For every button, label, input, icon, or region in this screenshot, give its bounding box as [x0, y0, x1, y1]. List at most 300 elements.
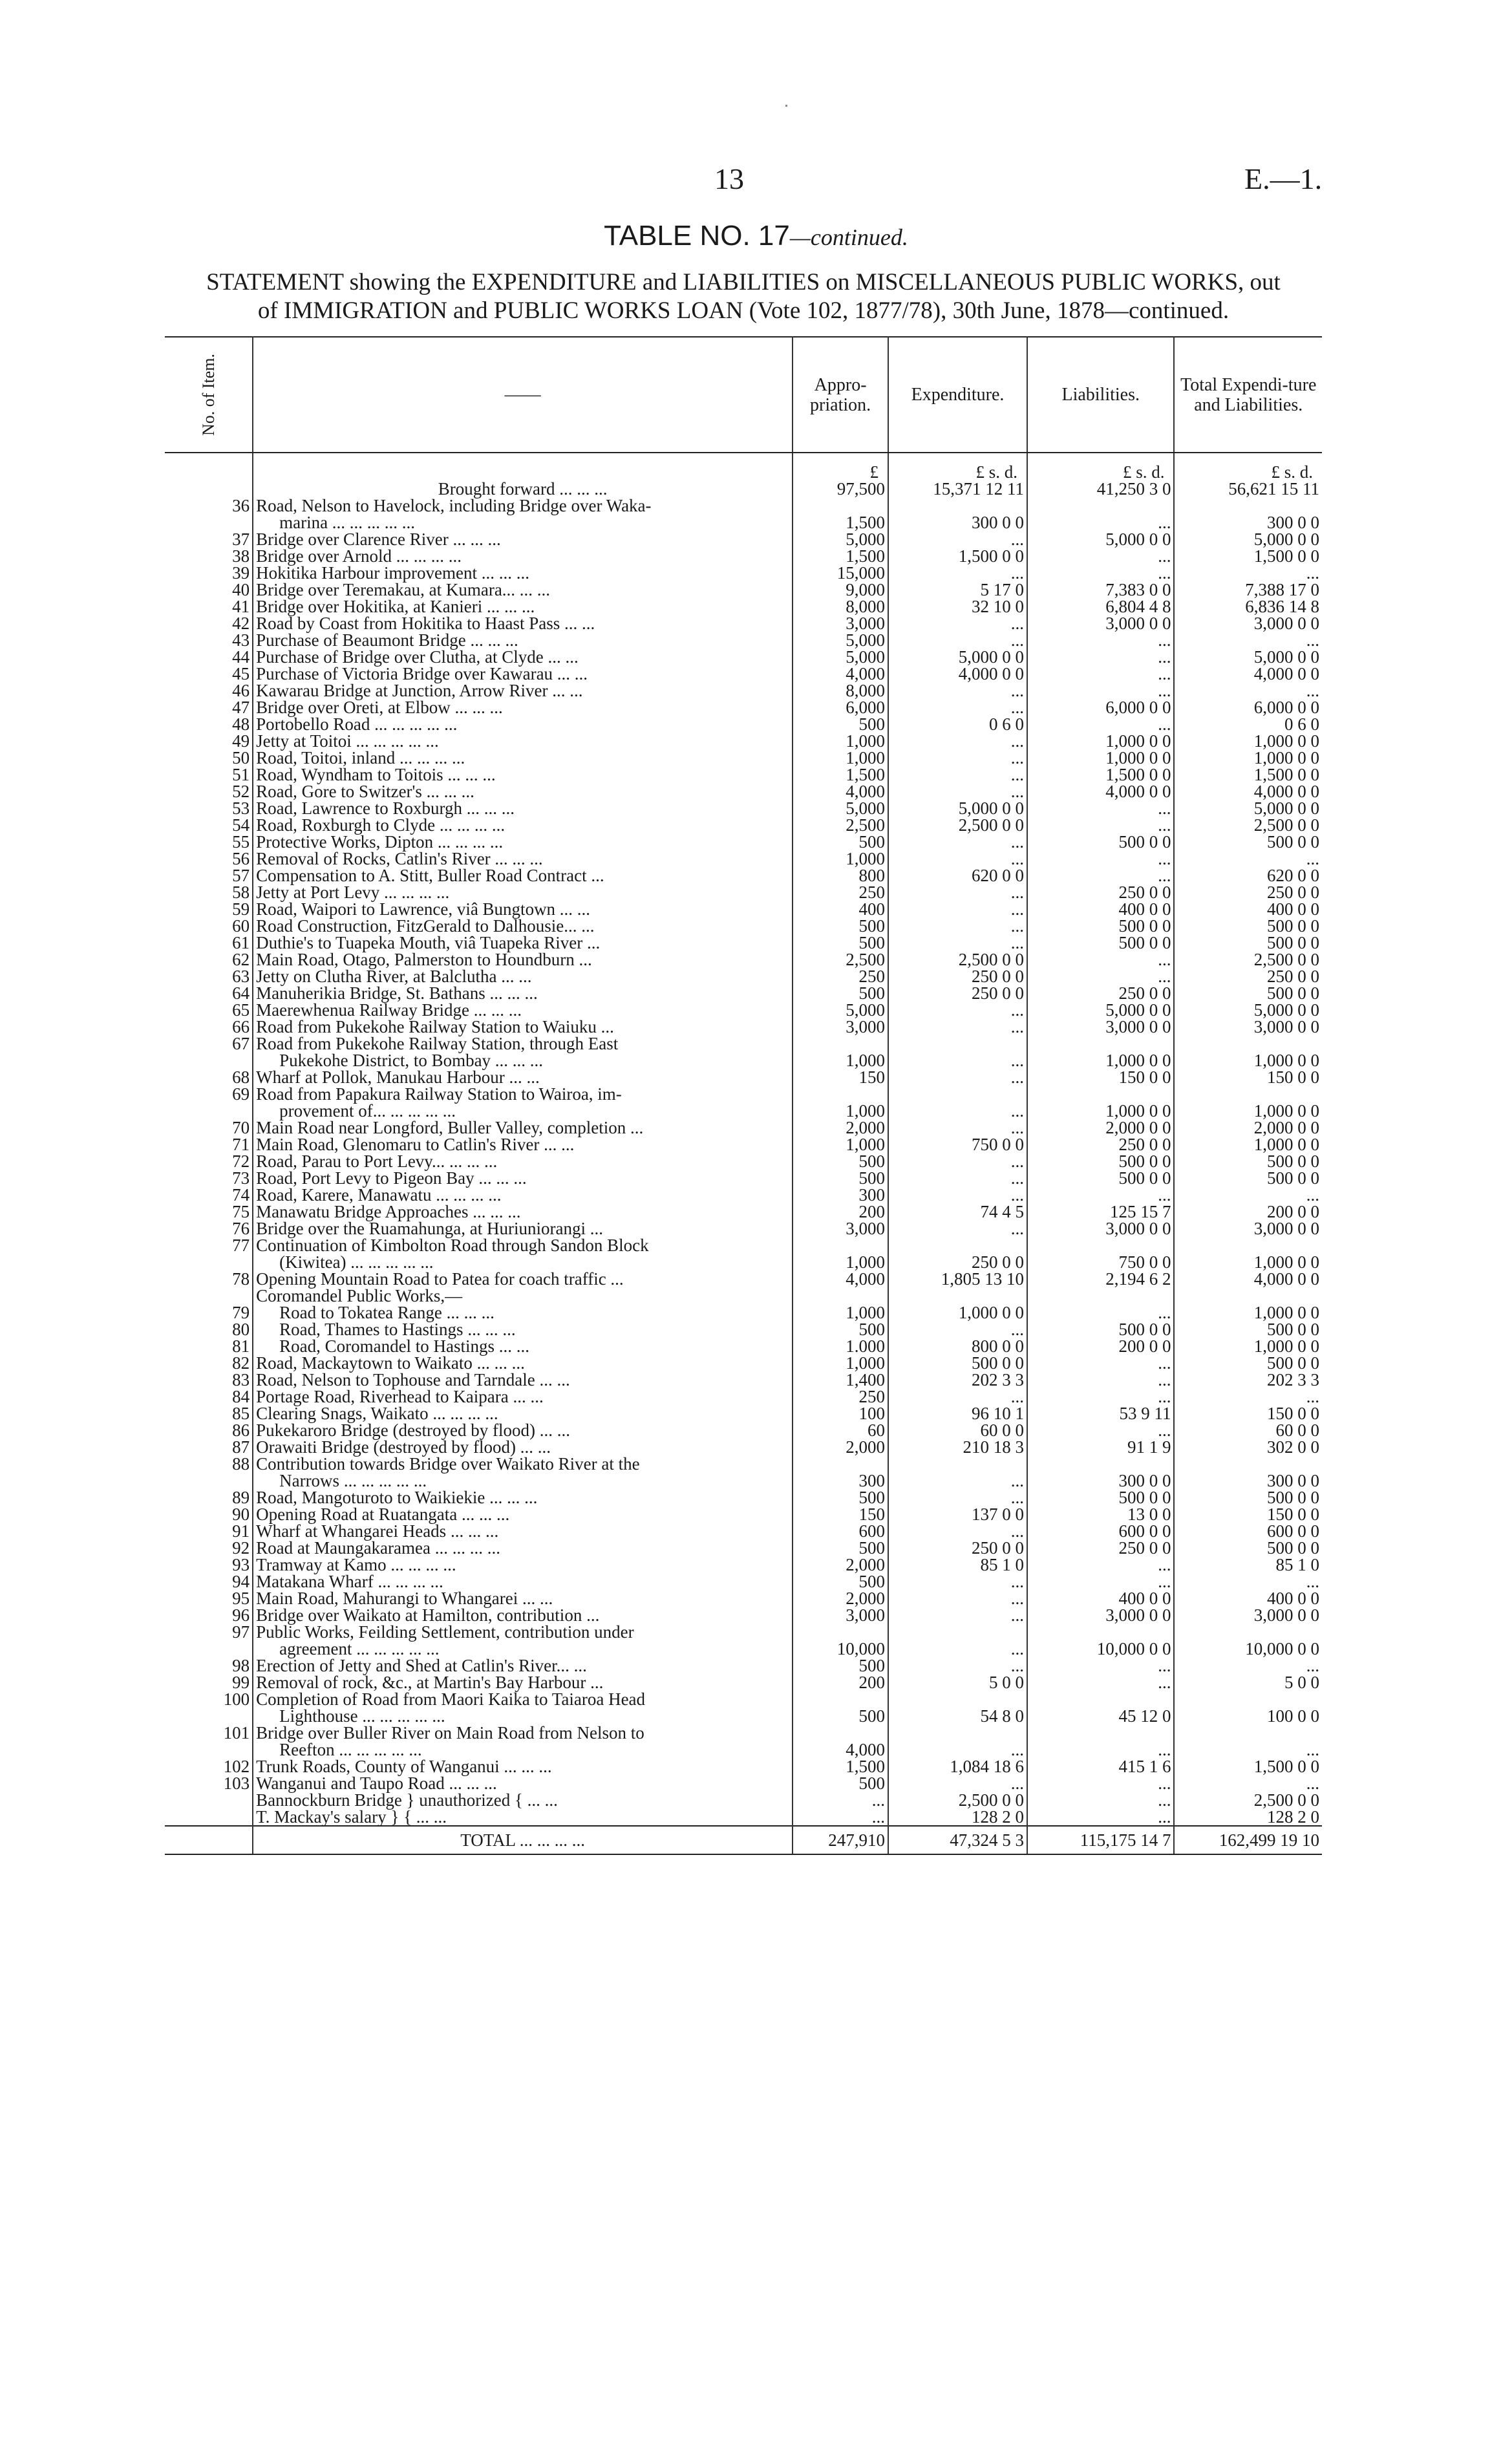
liabilities-value: 1,000 0 0	[1027, 733, 1174, 749]
appropriation-value: 5,000	[793, 632, 888, 649]
item-number: 65	[165, 1002, 253, 1018]
item-number: 82	[165, 1355, 253, 1371]
item-description: Purchase of Bridge over Clutha, at Clyde ... ...	[253, 649, 793, 665]
total-value: 7,388 17 0	[1245, 580, 1319, 599]
liabilities-value: 750 0 0	[1027, 1254, 1174, 1270]
liabilities-value: 500 0 0	[1027, 1153, 1174, 1170]
unit-tot: £ s. d.	[1271, 462, 1313, 482]
appropriation-value: 300	[793, 1186, 888, 1203]
table-row	[165, 581, 1322, 598]
appropriation-value: 1,500	[793, 548, 888, 564]
expenditure-value: 1,000 0 0	[888, 1304, 1027, 1321]
total-value: 150 0 0	[1267, 1404, 1319, 1423]
total-value: 150 0 0	[1267, 1067, 1319, 1087]
table-row	[165, 917, 1322, 934]
liabilities-value: 1,000 0 0	[1027, 1102, 1174, 1119]
table-row	[165, 1573, 1322, 1590]
liabilities-value: 1,000 0 0	[1027, 1052, 1174, 1069]
liabilities-value: 7,383 0 0	[1027, 581, 1174, 598]
expenditure-value: 128 2 0	[888, 1808, 1027, 1826]
item-description: Jetty on Clutha River, at Balclutha ... ...	[253, 968, 793, 985]
liabilities-value: 500 0 0	[1027, 1321, 1174, 1338]
item-description: Maerewhenua Railway Bridge ... ... ...	[253, 1002, 793, 1018]
item-description: Manawatu Bridge Approaches ... ... ...	[253, 1203, 793, 1220]
brought-forward-label: Brought forward ... ... ...	[253, 480, 793, 497]
table-row	[165, 1170, 1322, 1186]
item-number: 99	[165, 1674, 253, 1691]
appropriation-value: 2,000	[793, 1439, 888, 1455]
liabilities-value	[1027, 1287, 1174, 1304]
total-value: ...	[1306, 1774, 1319, 1793]
appropriation-value	[793, 1287, 888, 1304]
liabilities-value: ...	[1027, 1304, 1174, 1321]
item-description: Lighthouse ... ... ... ... ...	[253, 1708, 793, 1724]
item-description: Main Road, Otago, Palmerston to Houndburn ...	[253, 951, 793, 968]
expenditure-value: 1,084 18 6	[888, 1758, 1027, 1775]
appropriation-value: 2,000	[793, 1590, 888, 1607]
appropriation-value: 1,000	[793, 1102, 888, 1119]
appropriation-value: 4,000	[793, 1741, 888, 1758]
liabilities-value: 200 0 0	[1027, 1338, 1174, 1355]
total-value: 200 0 0	[1267, 1202, 1319, 1221]
appropriation-value: 500	[793, 985, 888, 1002]
expenditure-value: 5 17 0	[888, 581, 1027, 598]
total-value: 620 0 0	[1267, 866, 1319, 885]
appropriation-value: 1,000	[793, 1355, 888, 1371]
item-description: Road at Maungakaramea ... ... ... ...	[253, 1539, 793, 1556]
item-description: Road, Thames to Hastings ... ... ...	[253, 1321, 793, 1338]
expenditure-value: ...	[888, 833, 1027, 850]
item-description: Pukekaroro Bridge (destroyed by flood) ... ...	[253, 1422, 793, 1439]
appropriation-value: 400	[793, 901, 888, 917]
appropriation-value: 4,000	[793, 783, 888, 800]
table-row	[165, 1775, 1322, 1792]
total-app: 247,910	[793, 1826, 888, 1854]
item-number: 68	[165, 1069, 253, 1086]
item-description: Portage Road, Riverhead to Kaipara ... ...	[253, 1388, 793, 1405]
item-description: Reefton ... ... ... ... ...	[253, 1741, 793, 1758]
expenditure-value: ...	[888, 917, 1027, 934]
total-value: 6,836 14 8	[1245, 597, 1319, 616]
liabilities-value: 250 0 0	[1027, 884, 1174, 901]
total-value	[1174, 497, 1322, 514]
item-description: Road to Tokatea Range ... ... ...	[253, 1304, 793, 1321]
liabilities-value: 3,000 0 0	[1027, 1607, 1174, 1624]
expenditure-value: 250 0 0	[888, 1254, 1027, 1270]
item-description: Completion of Road from Maori Kaika to Taiaroa Head	[253, 1691, 793, 1708]
liabilities-value: ...	[1027, 564, 1174, 581]
item-number	[165, 1640, 253, 1657]
liabilities-value: ...	[1027, 1741, 1174, 1758]
expenditure-value: 74 4 5	[888, 1203, 1027, 1220]
expenditure-value: ...	[888, 1573, 1027, 1590]
item-number	[165, 1052, 253, 1069]
item-number: 94	[165, 1573, 253, 1590]
table-row	[165, 901, 1322, 917]
item-number: 62	[165, 951, 253, 968]
liabilities-value	[1027, 1455, 1174, 1472]
liabilities-value: ...	[1027, 1371, 1174, 1388]
total-value: 4,000 0 0	[1253, 664, 1319, 683]
item-description: Coromandel Public Works,—	[253, 1287, 793, 1304]
item-description: Protective Works, Dipton ... ... ... ...	[253, 833, 793, 850]
appropriation-value: 5,000	[793, 800, 888, 817]
liabilities-value: ...	[1027, 1573, 1174, 1590]
expenditure-value: 202 3 3	[888, 1371, 1027, 1388]
total-value	[1174, 1035, 1322, 1052]
appropriation-value: 3,000	[793, 1018, 888, 1035]
total-value: 500 0 0	[1267, 916, 1319, 936]
liabilities-value: ...	[1027, 800, 1174, 817]
liabilities-value: ...	[1027, 682, 1174, 699]
appropriation-value: 500	[793, 1153, 888, 1170]
item-description: Clearing Snags, Waikato ... ... ... ...	[253, 1405, 793, 1422]
header-row	[165, 337, 1322, 453]
expenditure-value: 54 8 0	[888, 1708, 1027, 1724]
total-value	[1174, 1287, 1322, 1304]
item-description: Purchase of Victoria Bridge over Kawarau ... ...	[253, 665, 793, 682]
appropriation-value: 5,000	[793, 1002, 888, 1018]
liabilities-value: 2,000 0 0	[1027, 1119, 1174, 1136]
table-row	[165, 649, 1322, 665]
item-description: Road from Pukekohe Railway Station to Waiuku ...	[253, 1018, 793, 1035]
appropriation-value: 8,000	[793, 598, 888, 615]
item-number: 103	[165, 1775, 253, 1792]
liabilities-value: 45 12 0	[1027, 1708, 1174, 1724]
liabilities-value: 300 0 0	[1027, 1472, 1174, 1489]
expenditure-value: ...	[888, 749, 1027, 766]
item-description: Road, Roxburgh to Clyde ... ... ... ...	[253, 817, 793, 833]
item-number: 91	[165, 1523, 253, 1539]
item-number: 60	[165, 917, 253, 934]
item-number: 44	[165, 649, 253, 665]
item-description: Main Road, Glenomaru to Catlin's River ... ...	[253, 1136, 793, 1153]
liabilities-value: 150 0 0	[1027, 1069, 1174, 1086]
item-number: 93	[165, 1556, 253, 1573]
item-description: Road, Gore to Switzer's ... ... ...	[253, 783, 793, 800]
appropriation-value	[793, 1724, 888, 1741]
item-number: 78	[165, 1270, 253, 1287]
item-number: 83	[165, 1371, 253, 1388]
item-number: 39	[165, 564, 253, 581]
liabilities-value: 500 0 0	[1027, 917, 1174, 934]
liabilities-value: 250 0 0	[1027, 1136, 1174, 1153]
expenditure-value	[888, 1691, 1027, 1708]
liabilities-value: 1,000 0 0	[1027, 749, 1174, 766]
item-description: Road from Papakura Railway Station to Wairoa, im-	[253, 1086, 793, 1102]
appropriation-value: 5,000	[793, 649, 888, 665]
col-appropriation: Appro-priation.	[793, 337, 888, 453]
table-row	[165, 1422, 1322, 1439]
item-number: 76	[165, 1220, 253, 1237]
appropriation-value: 6,000	[793, 699, 888, 716]
appropriation-value: 100	[793, 1405, 888, 1422]
item-description: Road, Wyndham to Toitois ... ... ...	[253, 766, 793, 783]
liabilities-value: ...	[1027, 1775, 1174, 1792]
item-description: Narrows ... ... ... ... ...	[253, 1472, 793, 1489]
table-row	[165, 615, 1322, 632]
item-description: Wharf at Pollok, Manukau Harbour ... ...	[253, 1069, 793, 1086]
total-value: 250 0 0	[1267, 883, 1319, 902]
liabilities-value	[1027, 1624, 1174, 1640]
item-description: (Kiwitea) ... ... ... ... ...	[253, 1254, 793, 1270]
liabilities-value	[1027, 1086, 1174, 1102]
item-number: 89	[165, 1489, 253, 1506]
total-value: 60 0 0	[1275, 1420, 1319, 1440]
total-value: 5,000 0 0	[1253, 647, 1319, 667]
total-value: ...	[1306, 1656, 1319, 1675]
total-value	[1174, 1455, 1322, 1472]
item-description: Continuation of Kimbolton Road through Sandon Block	[253, 1237, 793, 1254]
item-number	[165, 514, 253, 531]
liabilities-value: ...	[1027, 867, 1174, 884]
item-number: 74	[165, 1186, 253, 1203]
item-description: Road, Coromandel to Hastings ... ...	[253, 1338, 793, 1355]
total-exp: 47,324 5 3	[888, 1826, 1027, 1854]
bf-tot: 56,621 15 11	[1228, 479, 1319, 498]
bf-exp: 15,371 12 11	[888, 480, 1027, 497]
item-number: 54	[165, 817, 253, 833]
expenditure-value: 1,500 0 0	[888, 548, 1027, 564]
liabilities-value: 4,000 0 0	[1027, 783, 1174, 800]
appropriation-value: 60	[793, 1422, 888, 1439]
table-row	[165, 1270, 1322, 1287]
statement-line-2: of IMMIGRATION and PUBLIC WORKS LOAN (Vote 102, 1877/78), 30th June, 1878—continued.	[257, 297, 1230, 324]
expenditure-value: ...	[888, 1388, 1027, 1405]
expenditure-value: ...	[888, 1741, 1027, 1758]
table-row	[165, 1052, 1322, 1069]
appropriation-value: 250	[793, 1388, 888, 1405]
expenditure-value: 137 0 0	[888, 1506, 1027, 1523]
item-description: provement of... ... ... ... ...	[253, 1102, 793, 1119]
appropriation-value: 3,000	[793, 1220, 888, 1237]
expenditure-value: 5 0 0	[888, 1674, 1027, 1691]
total-value: 1,000 0 0	[1253, 1252, 1319, 1272]
expenditure-value: ...	[888, 682, 1027, 699]
item-number: 64	[165, 985, 253, 1002]
total-value: 6,000 0 0	[1253, 698, 1319, 717]
item-description: Road, Mangoturoto to Waikiekie ... ... ...	[253, 1489, 793, 1506]
item-number: 84	[165, 1388, 253, 1405]
item-description: Road from Pukekohe Railway Station, through East	[253, 1035, 793, 1052]
total-value: 500 0 0	[1267, 1152, 1319, 1171]
appropriation-value: 250	[793, 968, 888, 985]
item-description: Portobello Road ... ... ... ... ...	[253, 716, 793, 733]
expenditure-value: 500 0 0	[888, 1355, 1027, 1371]
expenditure-value: ...	[888, 1775, 1027, 1792]
item-description: Road, Port Levy to Pigeon Bay ... ... ...	[253, 1170, 793, 1186]
col-liabilities: Liabilities.	[1027, 337, 1174, 453]
item-number: 36	[165, 497, 253, 514]
table-row	[165, 665, 1322, 682]
item-description: Bannockburn Bridge } unauthorized { ... ...	[253, 1792, 793, 1808]
table-row	[165, 1254, 1322, 1270]
expenditure-value: 800 0 0	[888, 1338, 1027, 1355]
item-description: Erection of Jetty and Shed at Catlin's River... ...	[253, 1657, 793, 1674]
total-value: 500 0 0	[1267, 1488, 1319, 1507]
total-value: 3,000 0 0	[1253, 1017, 1319, 1036]
appropriation-value	[793, 497, 888, 514]
appropriation-value: 200	[793, 1674, 888, 1691]
table-row	[165, 531, 1322, 548]
item-description: Compensation to A. Stitt, Buller Road Contract ...	[253, 867, 793, 884]
item-number	[165, 1102, 253, 1119]
appropriation-value: 1,000	[793, 1136, 888, 1153]
total-value	[1174, 1624, 1322, 1640]
table-row	[165, 1472, 1322, 1489]
appropriation-value	[793, 1035, 888, 1052]
expenditure-value: ...	[888, 1590, 1027, 1607]
table-row	[165, 1674, 1322, 1691]
col-item-number: No. of Item.	[165, 337, 253, 453]
appropriation-value: 500	[793, 833, 888, 850]
liabilities-value: 6,000 0 0	[1027, 699, 1174, 716]
expenditure-value: ...	[888, 699, 1027, 716]
item-number: 87	[165, 1439, 253, 1455]
table-row	[165, 548, 1322, 564]
liabilities-value: ...	[1027, 951, 1174, 968]
appropriation-value: 150	[793, 1506, 888, 1523]
table-row	[165, 800, 1322, 817]
item-number: 100	[165, 1691, 253, 1708]
table-row	[165, 1556, 1322, 1573]
item-description: Bridge over Arnold ... ... ... ...	[253, 548, 793, 564]
total-value: 1,500 0 0	[1253, 765, 1319, 784]
item-description: Removal of Rocks, Catlin's River ... ... ...	[253, 850, 793, 867]
liabilities-value: ...	[1027, 716, 1174, 733]
col-total: Total Expendi-ture and Liabilities.	[1174, 337, 1322, 453]
item-number: 43	[165, 632, 253, 649]
expenditure-value	[888, 1035, 1027, 1052]
table-row	[165, 1607, 1322, 1624]
item-description: Road Construction, FitzGerald to Dalhousie... ...	[253, 917, 793, 934]
appropriation-value: 1,500	[793, 1758, 888, 1775]
total-value: ...	[1306, 849, 1319, 868]
liabilities-value: ...	[1027, 514, 1174, 531]
page-code: E.—1.	[1244, 162, 1323, 195]
expenditure-value: ...	[888, 1170, 1027, 1186]
appropriation-value: 4,000	[793, 665, 888, 682]
liabilities-value: 500 0 0	[1027, 1170, 1174, 1186]
total-value: 1,000 0 0	[1253, 1336, 1319, 1356]
item-description: Bridge over Waikato at Hamilton, contribution ...	[253, 1607, 793, 1624]
table-row	[165, 1237, 1322, 1254]
item-description: marina ... ... ... ... ...	[253, 514, 793, 531]
total-value	[1174, 1691, 1322, 1708]
table-row	[165, 1203, 1322, 1220]
total-value: 500 0 0	[1267, 933, 1319, 952]
item-description: Orawaiti Bridge (destroyed by flood) ... ...	[253, 1439, 793, 1455]
appropriation-value: 300	[793, 1472, 888, 1489]
item-number: 50	[165, 749, 253, 766]
liabilities-value: 500 0 0	[1027, 833, 1174, 850]
appropriation-value: 500	[793, 917, 888, 934]
total-value: 2,000 0 0	[1253, 1118, 1319, 1137]
expenditure-value: 60 0 0	[888, 1422, 1027, 1439]
expenditure-value	[888, 1624, 1027, 1640]
expenditure-value: ...	[888, 1523, 1027, 1539]
total-value: 3,000 0 0	[1253, 1219, 1319, 1238]
total-value: ...	[1306, 630, 1319, 650]
table-row	[165, 1355, 1322, 1371]
total-value: ...	[1306, 1387, 1319, 1406]
expenditure-value: 750 0 0	[888, 1136, 1027, 1153]
table-row	[165, 1539, 1322, 1556]
expenditure-value: 32 10 0	[888, 598, 1027, 615]
item-number	[165, 1808, 253, 1826]
item-description: Kawarau Bridge at Junction, Arrow River ... ...	[253, 682, 793, 699]
page-number: 13	[714, 162, 744, 195]
liabilities-value: 500 0 0	[1027, 934, 1174, 951]
item-number: 97	[165, 1624, 253, 1640]
item-description: Hokitika Harbour improvement ... ... ...	[253, 564, 793, 581]
expenditure-value: ...	[888, 850, 1027, 867]
appropriation-value: 2,000	[793, 1119, 888, 1136]
expenditure-value: ...	[888, 783, 1027, 800]
table-row	[165, 934, 1322, 951]
liabilities-value: 400 0 0	[1027, 901, 1174, 917]
item-number: 52	[165, 783, 253, 800]
total-value: 600 0 0	[1267, 1521, 1319, 1541]
item-description: Road, Nelson to Tophouse and Tarndale ... ...	[253, 1371, 793, 1388]
item-number: 51	[165, 766, 253, 783]
table-row	[165, 749, 1322, 766]
liabilities-value: 5,000 0 0	[1027, 531, 1174, 548]
item-description: Road, Lawrence to Roxburgh ... ... ...	[253, 800, 793, 817]
item-number	[165, 1741, 253, 1758]
table-row	[165, 1624, 1322, 1640]
total-value: 0 6 0	[1284, 714, 1319, 734]
total-value: 300 0 0	[1267, 1471, 1319, 1490]
item-number: 70	[165, 1119, 253, 1136]
item-number: 72	[165, 1153, 253, 1170]
liabilities-value: ...	[1027, 850, 1174, 867]
liabilities-value: 1,500 0 0	[1027, 766, 1174, 783]
item-description: Wanganui and Taupo Road ... ... ...	[253, 1775, 793, 1792]
item-number: 41	[165, 598, 253, 615]
table-row	[165, 1792, 1322, 1808]
item-number: 37	[165, 531, 253, 548]
liabilities-value: ...	[1027, 1556, 1174, 1573]
item-description: Public Works, Feilding Settlement, contribution under	[253, 1624, 793, 1640]
total-value: 500 0 0	[1267, 832, 1319, 852]
total-value: ...	[1306, 1740, 1319, 1759]
item-number: 92	[165, 1539, 253, 1556]
item-description: Main Road near Longford, Buller Valley, completion ...	[253, 1119, 793, 1136]
expenditure-value: ...	[888, 1119, 1027, 1136]
appropriation-value: 200	[793, 1203, 888, 1220]
appropriation-value	[793, 1624, 888, 1640]
appropriation-value: 5,000	[793, 531, 888, 548]
expenditure-value: 250 0 0	[888, 968, 1027, 985]
total-value: 10,000 0 0	[1245, 1639, 1319, 1658]
item-description: Trunk Roads, County of Wanganui ... ... ...	[253, 1758, 793, 1775]
col-description: ——	[253, 337, 793, 453]
brought-forward-row	[165, 480, 1322, 497]
item-number: 77	[165, 1237, 253, 1254]
appropriation-value: 500	[793, 1708, 888, 1724]
liabilities-value: ...	[1027, 1355, 1174, 1371]
table-row	[165, 817, 1322, 833]
table-row	[165, 1405, 1322, 1422]
table-row	[165, 564, 1322, 581]
total-value: 5,000 0 0	[1253, 799, 1319, 818]
item-description: Road, Waipori to Lawrence, viâ Bungtown ... ...	[253, 901, 793, 917]
liabilities-value: ...	[1027, 1674, 1174, 1691]
appropriation-value: 500	[793, 1321, 888, 1338]
item-number: 85	[165, 1405, 253, 1422]
total-value: 150 0 0	[1267, 1505, 1319, 1524]
